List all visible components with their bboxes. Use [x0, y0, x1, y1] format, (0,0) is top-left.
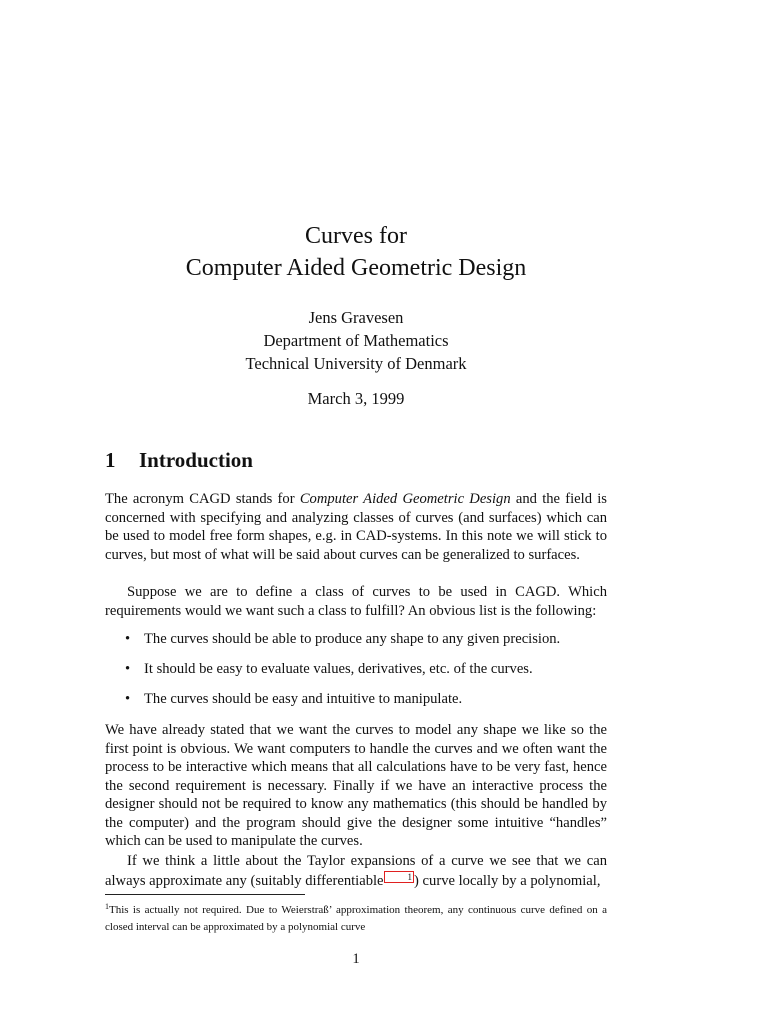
paragraph-4: [105, 852, 607, 890]
paragraph-1-end: and the field is concerned with specifying and analyzing classes of curves (and surfaces) which can be used to model free form shapes, e.g. in CAD-systems. In this note we will stick to curves, but most of what will be said about curves can be generalized to surfaces.: [105, 491, 607, 563]
paragraph-1: [105, 490, 607, 564]
bullet-icon: •: [125, 691, 131, 707]
title-line-1: Curves for: [305, 223, 407, 249]
author-department: Department of Mathematics: [263, 331, 449, 350]
paragraph-4-start: If we think a little about the Taylor expansions of a curve we see that we can always approximate any (suitably differentiable: [105, 853, 607, 889]
paper-title: [0, 220, 712, 284]
author-block: [0, 306, 712, 375]
section-title: Introduction: [139, 448, 253, 472]
author-name: Jens Gravesen: [308, 308, 404, 327]
title-line-2: Computer Aided Geometric Design: [185, 255, 527, 281]
list-item: [125, 660, 605, 690]
page-number: 1: [352, 951, 360, 967]
paragraph-1-start: The acronym CAGD stands for: [105, 491, 300, 507]
list-item-text: The curves should be easy and intuitive to manipulate.: [144, 691, 463, 707]
paper-date: March 3, 1999: [307, 389, 405, 408]
bullet-icon: •: [125, 631, 131, 647]
bullet-icon: •: [125, 661, 131, 677]
requirements-list: [125, 630, 605, 720]
list-item-text: The curves should be able to produce any shape to any given precision.: [144, 631, 561, 647]
list-item-text: It should be easy to evaluate values, derivatives, etc. of the curves.: [144, 661, 533, 677]
paragraph-2: Suppose we are to define a class of curves to be used in CAGD. Which requirements would we want such a class to fulfill? An obvious list is the following:: [105, 584, 607, 619]
footnote-rule: [105, 894, 305, 895]
paragraph-3: We have already stated that we want the curves to model any shape we like so the first point is obvious. We want computers to handle the curves and we often want the process to be interactive which means that all calculations have to be very fast, hence the second requirement is necessary. Finally if we have an interactive process the designer should not be required to know any mathematics (this should be handled by the computer) and the program should give the designer some intuitive “handles” which can be used to manipulate the curves.: [105, 722, 607, 849]
footnote-text: This is actually not required. Due to Weierstraß’ approximation theorem, any continuous curve defined on a closed interval can be approximated by a polynomial curve: [105, 904, 607, 933]
author-university: Technical University of Denmark: [245, 354, 467, 373]
list-item: [125, 690, 605, 720]
list-item: [125, 630, 605, 660]
paragraph-1-emphasis: Computer Aided Geometric Design: [299, 491, 511, 507]
footnote-link[interactable]: 1: [384, 871, 415, 883]
footnote: [105, 898, 607, 936]
paragraph-4-end: ) curve locally by a polynomial,: [414, 872, 601, 889]
section-heading: [105, 448, 253, 473]
footnote-mark: 1: [105, 902, 109, 911]
section-number: 1: [105, 448, 116, 472]
